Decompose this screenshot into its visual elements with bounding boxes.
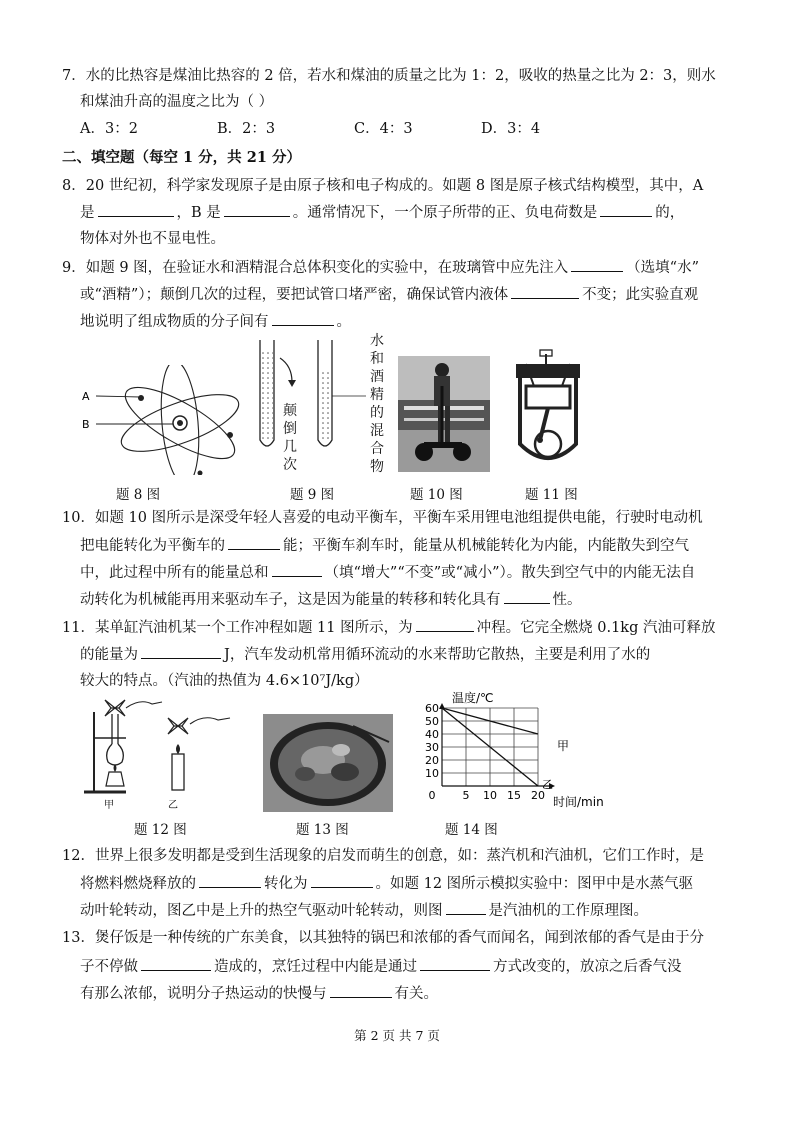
fig11-caption: 题 11 图	[525, 487, 578, 503]
steam-hotair-figure	[82, 694, 252, 812]
y-tick-label: 60	[425, 702, 439, 715]
q10-text: （填“增大”“不变”或“减小”）。散失到空气中的内能无法自	[324, 565, 696, 581]
q9-line2	[80, 284, 698, 305]
series-label-jia: 甲	[557, 739, 570, 753]
mix-char: 和	[370, 351, 384, 367]
q11-blank-energy[interactable]	[141, 644, 221, 659]
y-tick-label: 40	[425, 728, 439, 741]
q8-blank-a[interactable]	[98, 202, 174, 217]
fig14-caption: 题 14 图	[445, 822, 498, 838]
mix-char: 混	[370, 423, 384, 439]
q9-blank-unchanged[interactable]	[511, 284, 579, 299]
q10-line2	[80, 535, 689, 556]
q13-blank-motion[interactable]	[141, 956, 211, 971]
q9-text: 9．如题 9 图，在验证水和酒精混合总体积变化的实验中，在玻璃管中应先注入	[62, 260, 569, 276]
chart-x-axis-label: 时间/min	[553, 795, 604, 809]
x-tick-label: 20	[531, 789, 545, 802]
q8-text: 。通常情况下，一个原子所带的正、负电荷数是	[292, 205, 598, 221]
q8-text: 是	[80, 205, 95, 221]
q10-text: 中，此过程中所有的能量总和	[80, 565, 269, 581]
q10-blank-energy[interactable]	[228, 535, 280, 550]
chart-ticks	[425, 702, 545, 802]
q9-line3	[80, 311, 351, 332]
q8-text: 的，	[655, 205, 685, 221]
fig12-label-jia: 甲	[104, 800, 114, 811]
q13-blank-factor[interactable]	[330, 983, 392, 998]
y-tick-label: 20	[425, 754, 439, 767]
q12-line2	[80, 873, 693, 894]
mix-char: 精	[370, 387, 384, 403]
q12-text: 将燃料燃烧释放的	[80, 876, 196, 892]
temperature-time-chart	[420, 690, 620, 814]
q12-text: 动叶轮转动，图乙中是上升的热空气驱动叶轮转动，则图	[80, 903, 443, 919]
atom-model-figure	[78, 365, 248, 475]
mix-char: 酒	[370, 369, 384, 385]
mix-char: 的	[370, 405, 384, 421]
q9-text: 或“酒精”）；颠倒几次的过程，要把试管口堵严密，确保试管内液体	[80, 287, 509, 303]
q7-option-d: D．3：4	[481, 121, 541, 137]
q7-option-a: A．3：2	[80, 121, 138, 137]
q8-blank-charge[interactable]	[600, 202, 652, 217]
fig12-caption: 题 12 图	[134, 822, 187, 838]
q12-text: 转化为	[264, 876, 308, 892]
q13-text: 子不停做	[80, 959, 138, 975]
turn-label	[282, 402, 298, 474]
q9-text: 地说明了组成物质的分子间有	[80, 314, 269, 330]
q10-blank-direction[interactable]	[504, 589, 550, 604]
q13-line3	[80, 983, 438, 1004]
q11-text: J，汽车发动机常用循环流动的水来帮助它散热，主要是利用了水的	[224, 647, 651, 663]
q10-text: 把电能转化为平衡车的	[80, 538, 225, 554]
q13-line1: 13．煲仔饭是一种传统的广东美食，以其独特的锅巴和浓郁的香气而闻名，闻到浓郁的香气是由于分	[62, 930, 704, 946]
mix-char: 合	[370, 441, 384, 457]
x-tick-label: 15	[507, 789, 521, 802]
series-label-yi: 乙	[542, 778, 553, 791]
x-tick-label: 5	[462, 789, 470, 802]
y-tick-label: 50	[425, 715, 439, 728]
q9-text: （选填“水”	[626, 260, 699, 276]
q13-line2	[80, 956, 682, 977]
q12-text: 。如题 12 图所示模拟实验中：图甲中是水蒸气驱	[375, 876, 694, 892]
q11-line1	[62, 617, 715, 638]
claypot-rice-photo	[263, 714, 393, 812]
fig8-caption: 题 8 图	[116, 487, 161, 503]
q11-line2	[80, 644, 650, 665]
fig13-caption: 题 13 图	[296, 822, 349, 838]
q10-line3	[80, 562, 695, 583]
q8-line2	[80, 202, 684, 223]
turn-char: 颠	[283, 403, 297, 419]
q12-line3	[80, 900, 648, 921]
q13-blank-method[interactable]	[420, 956, 490, 971]
turn-char: 几	[283, 439, 297, 455]
q7-line2: 和煤油升高的温度之比为（ ）	[80, 94, 274, 110]
q7-option-c: C．4：3	[354, 121, 413, 137]
q7-line1: 7．水的比热容是煤油比热容的 2 倍，若水和煤油的质量之比为 1：2，吸收的热量之比为 2：3，则水	[62, 68, 716, 84]
q10-blank-total[interactable]	[272, 562, 322, 577]
mixture-label	[369, 332, 385, 476]
mix-char: 物	[370, 459, 384, 475]
balance-scooter-photo	[398, 356, 490, 472]
x-tick-label: 10	[483, 789, 497, 802]
q12-blank-to[interactable]	[311, 873, 373, 888]
section-heading: 二、填空题（每空 1 分，共 21 分）	[62, 149, 301, 166]
q13-text: 方式改变的，放凉之后香气没	[493, 959, 682, 975]
q11-text: 冲程。它完全燃烧 0.1kg 汽油可释放	[476, 620, 716, 636]
q12-text: 是汽油机的工作原理图。	[488, 903, 648, 919]
q10-text: 动转化为机械能再用来驱动车子，这是因为能量的转移和转化具有	[80, 592, 501, 608]
label-a: A	[82, 390, 90, 403]
q9-blank-first-liquid[interactable]	[571, 257, 623, 272]
q9-line1	[62, 257, 699, 278]
q11-line3: 较大的特点。（汽油的热值为 4.6×10⁷J/kg）	[80, 673, 369, 689]
y-tick-label: 10	[425, 767, 439, 780]
q10-text: 能；平衡车刹车时，能量从机械能转化为内能，内能散失到空气	[283, 538, 689, 554]
q12-line1: 12．世界上很多发明都是受到生活现象的启发而萌生的创意，如：蒸汽机和汽油机，它们工作时，是	[62, 848, 704, 864]
q11-text: 的能量为	[80, 647, 138, 663]
fig9-caption: 题 9 图	[290, 487, 335, 503]
q12-blank-figure[interactable]	[446, 900, 486, 915]
q11-text: 11．某单缸汽油机某一个工作冲程如题 11 图所示，为	[62, 620, 413, 636]
engine-cylinder-figure	[510, 348, 590, 474]
q8-text: ，B 是	[176, 205, 221, 221]
q11-blank-stroke[interactable]	[416, 617, 474, 632]
q8-line1: 8．20 世纪初，科学家发现原子是由原子核和电子构成的。如题 8 图是原子核式结构模型，其中，A	[62, 178, 704, 194]
fig10-caption: 题 10 图	[410, 487, 463, 503]
q9-text: 。	[336, 314, 351, 330]
q8-blank-b[interactable]	[224, 202, 290, 217]
q10-line4	[80, 589, 582, 610]
q8-line3: 物体对外也不显电性。	[80, 231, 225, 247]
q7-options	[80, 119, 540, 139]
q13-text: 造成的，烹饪过程中内能是通过	[214, 959, 417, 975]
q9-blank-gap[interactable]	[272, 311, 334, 326]
page-number: 第 2 页 共 7 页	[354, 1028, 440, 1043]
q12-blank-from[interactable]	[199, 873, 261, 888]
q13-text: 有关。	[394, 986, 438, 1002]
q13-text: 有那么浓郁，说明分子热运动的快慢与	[80, 986, 327, 1002]
turn-char: 倒	[283, 421, 297, 437]
q10-text: 性。	[552, 592, 582, 608]
label-b: B	[82, 418, 90, 431]
fig12-label-yi: 乙	[168, 800, 178, 811]
q9-text: 不变；此实验直观	[582, 287, 699, 303]
chart-axes	[439, 703, 555, 789]
x-tick-label: 0	[428, 789, 436, 802]
turn-char: 次	[283, 457, 297, 473]
q7-option-b: B．2：3	[217, 121, 276, 137]
y-tick-label: 30	[425, 741, 439, 754]
mix-char: 水	[370, 333, 384, 349]
chart-y-axis-label: 温度/℃	[452, 691, 494, 705]
q10-line1: 10．如题 10 图所示是深受年轻人喜爱的电动平衡车，平衡车采用锂电池组提供电能，行驶时电动机	[62, 510, 703, 526]
